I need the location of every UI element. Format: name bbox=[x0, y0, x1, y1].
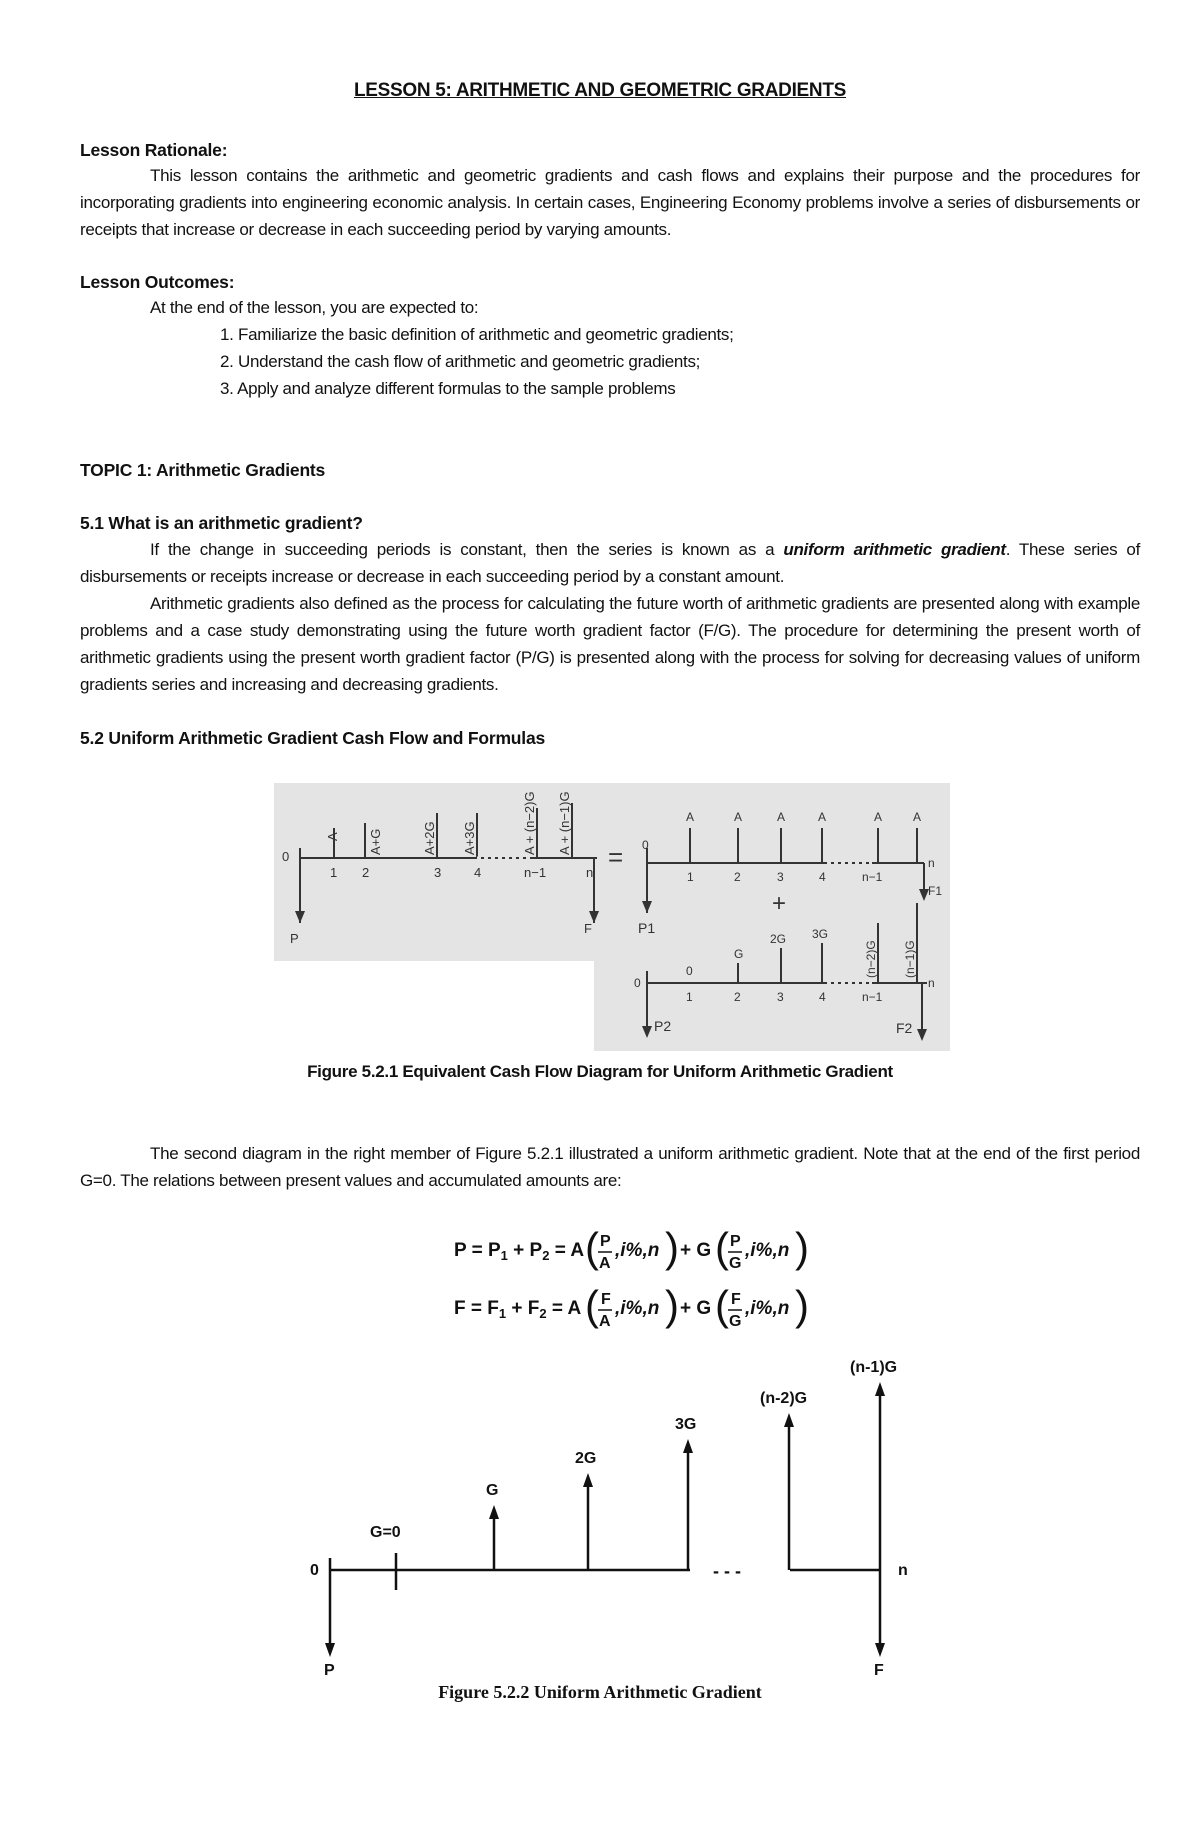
figure-5-2-1 bbox=[272, 783, 952, 1053]
formula-i-n-4: ,i%,n bbox=[745, 1298, 790, 1319]
formula-i-n-3: ,i%,n bbox=[615, 1298, 660, 1319]
formula-plus-G-1: + G bbox=[680, 1240, 712, 1261]
uniform-arithmetic-gradient-term: uniform arithmetic gradient bbox=[783, 540, 1006, 559]
formula-F: $F = F_1 + F_2 = A$ bbox=[454, 1298, 582, 1321]
paren-close-1: ) bbox=[665, 1224, 679, 1271]
outcome-item-2: 2. Understand the cash flow of arithmetic and geometric gradients; bbox=[220, 352, 701, 371]
formula-i-n-2: ,i%,n bbox=[745, 1240, 790, 1261]
paren-open-2: ( bbox=[715, 1224, 729, 1271]
paren-close-4: ) bbox=[795, 1282, 809, 1329]
fig2-G0-label: G=0 bbox=[370, 1524, 401, 1541]
right-top-A-5: A bbox=[874, 810, 883, 824]
equals-sign: = bbox=[608, 842, 624, 872]
outcome-item-3: 3. Apply and analyze different formulas to the sample problems bbox=[220, 379, 676, 398]
right-bot-label-2G: 2G bbox=[770, 932, 787, 946]
left-tick-0: 0 bbox=[282, 849, 290, 864]
left-tick-3: 3 bbox=[434, 865, 442, 880]
left-label-A+2G: A+2G bbox=[422, 821, 437, 855]
left-tick-2: 2 bbox=[362, 865, 370, 880]
paren-close-2: ) bbox=[795, 1224, 809, 1271]
fig2-2G-label: 2G bbox=[575, 1450, 597, 1467]
section-5-2-heading: 5.2 Uniform Arithmetic Gradient Cash Flow and Formulas bbox=[80, 728, 546, 748]
right-top-tick-n: n bbox=[928, 856, 935, 870]
fig2-P-label: P bbox=[324, 1662, 335, 1675]
section-5-1-heading: 5.1 What is an arithmetic gradient? bbox=[80, 513, 363, 533]
frac-A-2: A bbox=[599, 1313, 611, 1330]
right-bot-tick-4: 4 bbox=[819, 990, 826, 1004]
fig2-3G-label: 3G bbox=[675, 1416, 697, 1433]
right-top-A-1: A bbox=[686, 810, 695, 824]
right-bot-label-3G: 3G bbox=[812, 927, 829, 941]
figure-5-2-1-caption: Figure 5.2.1 Equivalent Cash Flow Diagram for Uniform Arithmetic Gradient bbox=[307, 1062, 893, 1081]
paren-close-3: ) bbox=[665, 1282, 679, 1329]
fig2-n1G-label: (n-1)G bbox=[850, 1359, 898, 1376]
formula-plus-G-2: + G bbox=[680, 1298, 712, 1319]
F1-label: F1 bbox=[928, 884, 943, 898]
left-tick-4: 4 bbox=[474, 865, 482, 880]
P1-label: P1 bbox=[638, 920, 656, 936]
left-label-A+n-2G: A + (n−2)G bbox=[522, 791, 537, 855]
p1-after: . These series of disbursements or receipts increase or decrease in each succeeding period by a constant amount. bbox=[80, 540, 1140, 586]
section-5-2-paragraph: The second diagram in the right member of Figure 5.2.1 illustrated a uniform arithmetic gradient. Note that at the end of the first period G=0. The relations between present values and accumulated amounts are: bbox=[80, 1144, 1140, 1190]
right-top-tick-2: 2 bbox=[734, 870, 741, 884]
left-tick-n-1: n−1 bbox=[524, 865, 547, 880]
frac-A: A bbox=[599, 1255, 611, 1272]
left-F-label: F bbox=[584, 921, 592, 936]
left-P-label: P bbox=[290, 931, 299, 946]
right-bot-tick-0a: 0 bbox=[634, 976, 641, 990]
right-top-tick-3: 3 bbox=[777, 870, 784, 884]
paren-open-4: ( bbox=[715, 1282, 729, 1329]
paren-open-3: ( bbox=[585, 1282, 599, 1329]
frac-P-2: P bbox=[730, 1233, 741, 1250]
left-tick-1: 1 bbox=[330, 865, 338, 880]
figure-5-2-2 bbox=[290, 1345, 930, 1675]
right-bot-tick-n: n bbox=[928, 976, 935, 990]
frac-G-2: G bbox=[729, 1313, 742, 1330]
section-5-1-paragraph-2: Arithmetic gradients also defined as the process for calculating the future worth of arithmetic gradients are presented along with example problems and a case study demonstrating using the future worth gradient factor (F/G). The procedure for determining the present worth of arithmetic gradients using the present worth gradient factor (P/G) is presented along with the process for solving for decreasing values of uniform gradients series and increasing and decreasing gradients. bbox=[80, 594, 1140, 694]
left-label-A: A bbox=[325, 832, 340, 841]
frac-F-2: F bbox=[731, 1291, 741, 1308]
right-top-A-2: A bbox=[734, 810, 743, 824]
right-bot-tick-n-1: n−1 bbox=[862, 990, 883, 1004]
frac-G: G bbox=[729, 1255, 742, 1272]
right-bot-label-n-2G: (n−2)G bbox=[864, 940, 878, 978]
right-top-tick-0: 0 bbox=[642, 838, 649, 852]
F2-label: F2 bbox=[896, 1020, 913, 1036]
right-top-A-6: A bbox=[913, 810, 922, 824]
left-label-A+n-1G: A + (n−1)G bbox=[557, 791, 572, 855]
fig2-ellipsis: - - - bbox=[713, 1561, 741, 1581]
formula-P: $P = P_1 + P_2 = A$ bbox=[454, 1240, 585, 1263]
section-5-1-paragraph-1 bbox=[80, 536, 1140, 590]
paren-open-1: ( bbox=[585, 1224, 599, 1271]
right-bot-tick-3: 3 bbox=[777, 990, 784, 1004]
right-bot-tick-2: 2 bbox=[734, 990, 741, 1004]
formula-i-n-1: ,i%,n bbox=[615, 1240, 660, 1261]
fig2-n-label: n bbox=[898, 1562, 908, 1579]
fig2-n2G-label: (n-2)G bbox=[760, 1390, 808, 1407]
right-top-A-3: A bbox=[777, 810, 786, 824]
figure-5-2-1-scan-background bbox=[274, 783, 950, 1051]
fig2-zero-label: 0 bbox=[310, 1562, 319, 1579]
left-label-A+3G: A+3G bbox=[462, 821, 477, 855]
right-bot-label-G: G bbox=[734, 947, 744, 961]
fig2-G-label: G bbox=[486, 1482, 499, 1499]
outcome-item-1: 1. Familiarize the basic definition of arithmetic and geometric gradients; bbox=[220, 325, 734, 344]
outcomes-heading: Lesson Outcomes: bbox=[80, 272, 235, 292]
frac-P: P bbox=[600, 1233, 611, 1250]
P2-label: P2 bbox=[654, 1018, 672, 1034]
plus-sign: + bbox=[772, 890, 787, 917]
gradient-formulas bbox=[440, 1222, 840, 1332]
rationale-text: This lesson contains the arithmetic and geometric gradients and cash flows and explains their purpose and the procedures for incorporating gradients into engineering economic analysis. In certain cases, Engineering Economy problems involve a series of disbursements or receipts that increase or decrease in each succeeding period by varying amounts. bbox=[80, 166, 1140, 239]
outcomes-intro: At the end of the lesson, you are expected to: bbox=[150, 298, 479, 317]
left-label-A+G: A+G bbox=[368, 828, 383, 855]
frac-F: F bbox=[601, 1291, 611, 1308]
left-tick-n: n bbox=[586, 865, 594, 880]
right-top-A-4: A bbox=[818, 810, 827, 824]
right-bot-label-n-1G: (n−1)G bbox=[903, 940, 917, 978]
right-bot-tick-0b: 0 bbox=[686, 964, 693, 978]
right-top-tick-1: 1 bbox=[687, 870, 694, 884]
rationale-heading: Lesson Rationale: bbox=[80, 140, 228, 160]
fig2-F-label: F bbox=[874, 1662, 884, 1675]
lesson-title: LESSON 5: ARITHMETIC AND GEOMETRIC GRADIENTS bbox=[353, 80, 847, 101]
topic-heading: TOPIC 1: Arithmetic Gradients bbox=[80, 460, 326, 480]
right-bot-tick-1: 1 bbox=[686, 990, 693, 1004]
right-top-tick-4: 4 bbox=[819, 870, 826, 884]
right-top-tick-n-1: n−1 bbox=[862, 870, 883, 884]
figure-5-2-2-caption: Figure 5.2.2 Uniform Arithmetic Gradient bbox=[438, 1682, 762, 1702]
p1-before: If the change in succeeding periods is constant, then the series is known as a bbox=[150, 540, 784, 559]
